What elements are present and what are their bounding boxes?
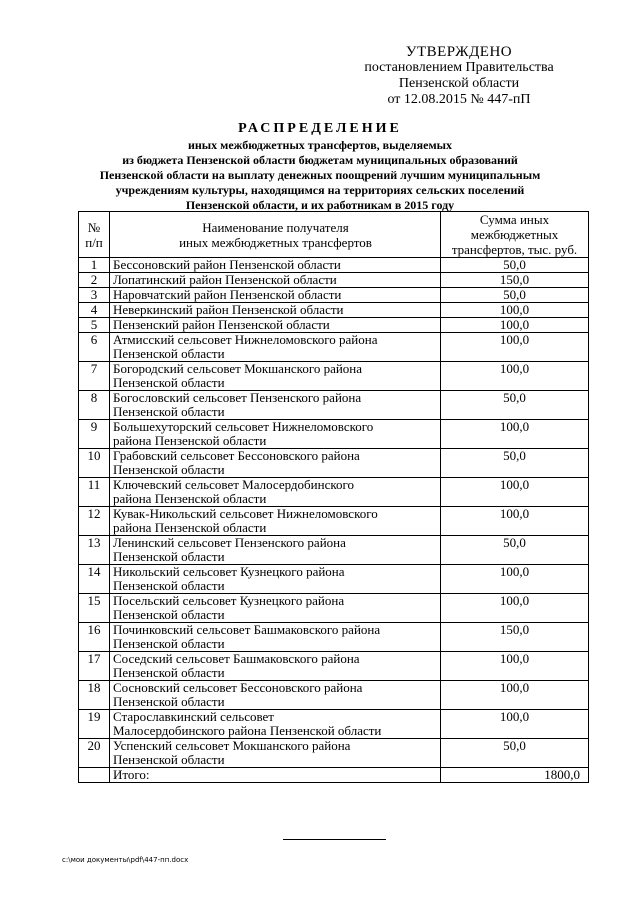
table-body [79,258,589,783]
recipient-name [110,258,441,273]
transfer-amount: 100,0 [441,565,589,594]
transfer-amount: 50,0 [441,391,589,420]
row-number: 11 [79,478,110,507]
row-number: 13 [79,536,110,565]
table-row [79,420,589,449]
transfer-amount: 100,0 [441,318,589,333]
recipient-name-line: Ключевский сельсовет Малосердобинского [113,477,355,492]
table-header-row [79,212,589,258]
title-subtitle [70,138,570,213]
row-number: 10 [79,449,110,478]
table-row [79,536,589,565]
recipient-name-line: Пензенской области [113,636,225,651]
recipient-name-line: Пензенской области [113,375,225,390]
table-row [79,652,589,681]
recipient-name [110,288,441,303]
recipient-name-line: Кувак-Никольский сельсовет Нижнеломовского [113,506,378,521]
row-number: 4 [79,303,110,318]
distribution-table [78,211,589,783]
recipient-name [110,565,441,594]
transfer-amount: 100,0 [441,362,589,391]
table-row [79,258,589,273]
recipient-name-line: Соседский сельсовет Башмаковского района [113,651,360,666]
row-number: 1 [79,258,110,273]
recipient-name [110,391,441,420]
recipient-name [110,652,441,681]
transfer-amount: 100,0 [441,478,589,507]
recipient-name-line: Ленинский сельсовет Пензенского района [113,535,346,550]
transfer-amount: 50,0 [441,739,589,768]
row-number: 15 [79,594,110,623]
recipient-name-line: Успенский сельсовет Мокшанского района [113,738,351,753]
recipient-name-line: Никольский сельсовет Кузнецкого района [113,564,345,579]
recipient-name-line: Пензенской области [113,462,225,477]
row-number: 9 [79,420,110,449]
recipient-name [110,318,441,333]
separator-line [283,839,386,840]
row-number: 3 [79,288,110,303]
transfer-amount: 100,0 [441,594,589,623]
title-line: Пензенской области на выплату денежных поощрений лучшим муниципальным [99,168,541,182]
recipient-name-line: Богородский сельсовет Мокшанского района [113,361,363,376]
approval-line: постановлением Правительства [364,60,554,75]
title-line: иных межбюджетных трансфертов, выделяемых [187,138,453,152]
recipient-name-line: Старославкинский сельсовет [113,709,274,724]
transfer-amount: 100,0 [441,420,589,449]
table-row [79,507,589,536]
transfer-amount: 50,0 [441,288,589,303]
recipient-name-line: Наровчатский район Пензенской области [113,287,342,302]
row-number: 20 [79,739,110,768]
approval-stamp [330,44,588,108]
total-empty-cell [79,768,110,783]
recipient-name-line: Пензенский район Пензенской области [113,317,330,332]
row-number: 14 [79,565,110,594]
transfer-amount: 100,0 [441,710,589,739]
transfer-amount: 100,0 [441,333,589,362]
recipient-name [110,681,441,710]
recipient-name-line: Большехуторский сельсовет Нижнеломовского [113,419,374,434]
recipient-name [110,273,441,288]
table-row [79,288,589,303]
recipient-name [110,303,441,318]
recipient-name [110,739,441,768]
table-row [79,565,589,594]
recipient-name [110,333,441,362]
recipient-name [110,478,441,507]
recipient-name-line: Богословский сельсовет Пензенского района [113,390,362,405]
total-row [79,768,589,783]
recipient-name-line: Посельский сельсовет Кузнецкого района [113,593,345,608]
transfer-amount: 100,0 [441,303,589,318]
header-sum: Сумма иных межбюджетных трансфертов, тыс. руб. [441,212,589,258]
transfer-amount: 100,0 [441,507,589,536]
transfer-amount: 50,0 [441,449,589,478]
header-num: № п/п [79,212,110,258]
row-number: 2 [79,273,110,288]
recipient-name-line: Пензенской области [113,549,225,564]
recipient-name-line: района Пензенской области [113,433,267,448]
transfer-amount: 100,0 [441,652,589,681]
recipient-name-line: Пензенской области [113,607,225,622]
table-row [79,710,589,739]
recipient-name-line: Пензенской области [113,694,225,709]
total-amount: 1800,0 [441,768,589,783]
recipient-name-line: Бессоновский район Пензенской области [113,257,341,272]
transfer-amount: 150,0 [441,623,589,652]
table-row [79,333,589,362]
table-row [79,303,589,318]
row-number: 7 [79,362,110,391]
table-row [79,362,589,391]
table-row [79,391,589,420]
recipient-name [110,594,441,623]
approval-line: Пензенской области [398,76,520,91]
table-row [79,681,589,710]
row-number: 18 [79,681,110,710]
recipient-name-line: Пензенской области [113,665,225,680]
row-number: 17 [79,652,110,681]
recipient-name-line: Атмисский сельсовет Нижнеломовского района [113,332,378,347]
recipient-name-line: Неверкинский район Пензенской области [113,302,344,317]
recipient-name [110,536,441,565]
recipient-name [110,710,441,739]
total-label: Итого: [110,768,441,783]
row-number: 8 [79,391,110,420]
table-row [79,273,589,288]
approval-heading: УТВЕРЖДЕНО [405,44,513,60]
approval-line: от 12.08.2015 № 447-пП [387,92,531,107]
recipient-name-line: Пензенской области [113,578,225,593]
table-row [79,318,589,333]
recipient-name [110,449,441,478]
recipient-name [110,362,441,391]
document-title [70,120,570,213]
row-number: 19 [79,710,110,739]
row-number: 5 [79,318,110,333]
transfer-amount: 50,0 [441,536,589,565]
transfer-amount: 150,0 [441,273,589,288]
table-row [79,623,589,652]
file-path: c:\мои документы\pdf\447-пп.docx [62,856,189,864]
title-line: Пензенской области, и их работникам в 2015 году [185,198,455,212]
recipient-name [110,623,441,652]
table-row [79,594,589,623]
transfer-amount: 50,0 [441,258,589,273]
recipient-name-line: Лопатинский район Пензенской области [113,272,337,287]
recipient-name-line: Пензенской области [113,404,225,419]
title-main: РАСПРЕДЕЛЕНИЕ [238,121,402,136]
recipient-name-line: района Пензенской области [113,491,267,506]
recipient-name-line: Пензенской области [113,346,225,361]
transfer-amount: 100,0 [441,681,589,710]
recipient-name-line: Грабовский сельсовет Бессоновского района [113,448,360,463]
recipient-name-line: Починковский сельсовет Башмаковского района [113,622,381,637]
recipient-name-line: Малосердобинского района Пензенской области [113,723,382,738]
row-number: 12 [79,507,110,536]
row-number: 6 [79,333,110,362]
title-line: учреждениям культуры, находящимся на территориях сельских поселений [115,183,525,197]
row-number: 16 [79,623,110,652]
table-row [79,478,589,507]
recipient-name-line: района Пензенской области [113,520,267,535]
recipient-name [110,420,441,449]
table-row [79,739,589,768]
title-line: из бюджета Пензенской области бюджетам муниципальных образований [122,153,518,167]
recipient-name [110,507,441,536]
recipient-name-line: Пензенской области [113,752,225,767]
recipient-name-line: Сосновский сельсовет Бессоновского района [113,680,363,695]
table-row [79,449,589,478]
header-name: Наименование получателя иных межбюджетных трансфертов [110,212,441,258]
